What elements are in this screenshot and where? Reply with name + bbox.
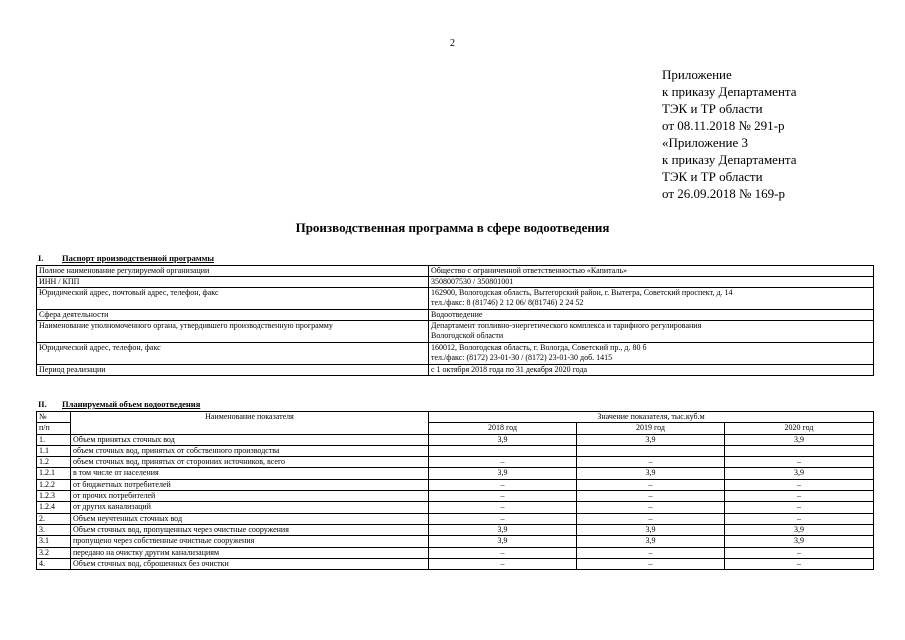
- passport-value: [429, 266, 874, 277]
- passport-label: Юридический адрес, почтовый адрес, телефон, факс: [37, 288, 429, 310]
- passport-label: ИНН / КПП: [37, 277, 429, 288]
- row-value: –: [577, 457, 725, 468]
- appendix-line: Приложение: [662, 67, 732, 82]
- table-row: [37, 479, 874, 490]
- row-number: 1.1: [37, 445, 71, 456]
- row-value: [577, 445, 725, 456]
- appendix-line: «Приложение 3: [662, 135, 749, 150]
- section2-title: [36, 399, 200, 409]
- row-number: 1.: [37, 434, 71, 445]
- row-name: Объем сточных вод, сброшенных без очистки: [71, 558, 429, 569]
- passport-label: Наименование уполномоченного органа, утвердившего производственную программу: [37, 321, 429, 343]
- table-row: [37, 468, 874, 479]
- table-row: [37, 558, 874, 569]
- row-value: 3,9: [577, 434, 725, 445]
- appendix-block: [662, 66, 797, 202]
- section1-title: [36, 253, 214, 263]
- row-value: 3,9: [725, 468, 874, 479]
- section2-title-text: Планируемый объем водоотведения: [62, 399, 201, 409]
- passport-label: Юридический адрес, телефон, факс: [37, 343, 429, 365]
- passport-value: [429, 343, 874, 365]
- num-header-2: п/п: [37, 423, 71, 434]
- row-value: –: [429, 479, 577, 490]
- row-value: 3,9: [429, 536, 577, 547]
- row-value: –: [725, 457, 874, 468]
- row-name: от бюджетных потребителей: [71, 479, 429, 490]
- passport-row: [37, 321, 874, 343]
- passport-value-line: Общество с ограниченной ответственностью «Капиталь»: [431, 266, 628, 275]
- passport-value-line: Департамент топливно-энергетического комплекса и тарифного регулирования: [431, 321, 702, 330]
- page-number: 2: [450, 38, 455, 49]
- row-value: –: [429, 513, 577, 524]
- row-value: –: [577, 513, 725, 524]
- row-value: –: [429, 558, 577, 569]
- row-value: [725, 445, 874, 456]
- row-value: –: [577, 502, 725, 513]
- row-value: –: [429, 502, 577, 513]
- row-value: 3,9: [577, 468, 725, 479]
- row-number: 4.: [37, 558, 71, 569]
- table-row: [37, 513, 874, 524]
- appendix-line: ТЭК и ТР области: [662, 101, 763, 116]
- appendix-line: к приказу Департамента: [662, 152, 797, 167]
- num-header: [37, 412, 71, 423]
- table-row: [37, 502, 874, 513]
- passport-value-line: тел./факс: 8 (81746) 2 12 06/ 8(81746) 2 24 52: [431, 297, 584, 307]
- row-value: 3,9: [725, 536, 874, 547]
- row-number: 1.2.2: [37, 479, 71, 490]
- section1-title-text: Паспорт производственной программы: [62, 253, 215, 263]
- row-number: 1.2: [37, 457, 71, 468]
- row-value: 3,9: [725, 434, 874, 445]
- row-value: –: [577, 491, 725, 502]
- table-row: [37, 491, 874, 502]
- table-row: [37, 457, 874, 468]
- appendix-line: к приказу Департамента: [662, 84, 797, 99]
- passport-label: Сфера деятельности: [37, 310, 429, 321]
- row-value: –: [725, 558, 874, 569]
- row-value: –: [725, 513, 874, 524]
- year-header-2020: 2020 год: [725, 423, 874, 434]
- volume-table: [36, 411, 874, 570]
- passport-value: [429, 310, 874, 321]
- passport-value-line: тел./факс: (8172) 23-01-30 / (8172) 23-01-30 доб. 1415: [431, 352, 613, 362]
- passport-value: [429, 288, 874, 310]
- row-name: от прочих потребителей: [71, 491, 429, 502]
- row-number: 1.2.1: [37, 468, 71, 479]
- passport-table: [36, 265, 874, 376]
- name-header: Наименование показателя: [71, 412, 429, 435]
- row-name: Объем неучтенных сточных вод: [71, 513, 429, 524]
- row-value: [429, 445, 577, 456]
- row-value: –: [725, 502, 874, 513]
- row-name: Объем принятых сточных вод: [71, 434, 429, 445]
- num-header-line1: №: [39, 412, 47, 421]
- passport-row: [37, 277, 874, 288]
- appendix-line: от 26.09.2018 № 169-р: [662, 186, 785, 201]
- table-row: [37, 445, 874, 456]
- row-number: 3.2: [37, 547, 71, 558]
- appendix-line: от 08.11.2018 № 291-р: [662, 118, 785, 133]
- value-header: Значение показателя, тыс.куб.м: [429, 412, 874, 423]
- row-value: –: [725, 491, 874, 502]
- row-value: –: [429, 491, 577, 502]
- row-value: –: [429, 457, 577, 468]
- row-value: –: [725, 547, 874, 558]
- row-name: Объем сточных вод, пропущенных через очистные сооружения: [71, 524, 429, 535]
- passport-value-line: с 1 октября 2018 года по 31 декабря 2020 года: [431, 365, 588, 374]
- row-number: 1.2.4: [37, 502, 71, 513]
- row-name: объем сточных вод, принятых от собственного производства: [71, 445, 429, 456]
- passport-value-line: 162900, Вологодская область, Вытегорский район, г. Вытегра, Советский проспект, д. 14: [431, 288, 733, 297]
- row-name: пропущено через собственные очистные сооружения: [71, 536, 429, 547]
- table-row: [37, 524, 874, 535]
- passport-value-line: 3508007530 / 350801001: [431, 277, 514, 286]
- row-value: –: [725, 479, 874, 490]
- row-value: 3,9: [725, 524, 874, 535]
- year-header-2018: 2018 год: [429, 423, 577, 434]
- document-title: Производственная программа в сфере водоотведения: [295, 220, 610, 235]
- passport-row: [37, 343, 874, 365]
- row-number: 1.2.3: [37, 491, 71, 502]
- row-value: –: [577, 558, 725, 569]
- table-row: [37, 434, 874, 445]
- passport-value-line: Водоотведение: [431, 310, 483, 319]
- passport-value: [429, 365, 874, 376]
- section2-number: II.: [38, 399, 47, 409]
- row-number: 3.1: [37, 536, 71, 547]
- row-name: от других канализаций: [71, 502, 429, 513]
- row-value: 3,9: [577, 536, 725, 547]
- row-value: –: [577, 547, 725, 558]
- passport-row: [37, 266, 874, 277]
- row-value: 3,9: [577, 524, 725, 535]
- passport-row: [37, 365, 874, 376]
- row-value: 3,9: [429, 434, 577, 445]
- passport-value: [429, 321, 874, 343]
- row-name: передано на очистку другим канализациям: [71, 547, 429, 558]
- table-row: [37, 547, 874, 558]
- passport-value-line: Вологодской области: [431, 330, 504, 340]
- row-value: –: [429, 547, 577, 558]
- row-number: 2.: [37, 513, 71, 524]
- table-row: [37, 536, 874, 547]
- passport-label: Период реализации: [37, 365, 429, 376]
- row-name: объем сточных вод, принятых от сторонних источников, всего: [71, 457, 429, 468]
- row-value: 3,9: [429, 468, 577, 479]
- passport-value: [429, 277, 874, 288]
- row-name: в том числе от населения: [71, 468, 429, 479]
- passport-row: [37, 310, 874, 321]
- section1-number: I.: [38, 253, 44, 263]
- appendix-line: ТЭК и ТР области: [662, 169, 763, 184]
- year-header-2019: 2019 год: [577, 423, 725, 434]
- row-value: 3,9: [429, 524, 577, 535]
- passport-label: Полное наименование регулируемой организации: [37, 266, 429, 277]
- row-number: 3.: [37, 524, 71, 535]
- row-value: –: [577, 479, 725, 490]
- passport-value-line: 160012, Вологодская область, г. Вологда, Советский пр., д. 80 б: [431, 343, 647, 352]
- passport-row: [37, 288, 874, 310]
